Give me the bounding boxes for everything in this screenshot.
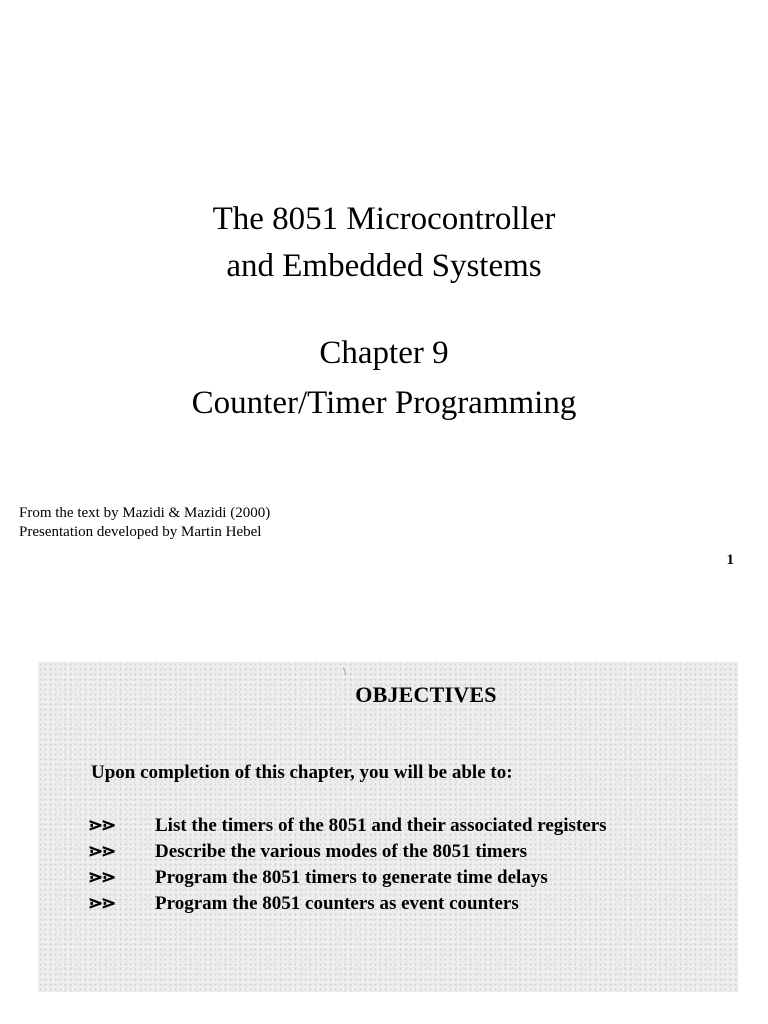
chapter-label: Chapter 9 xyxy=(319,335,449,371)
credit-source: From the text by Mazidi & Mazidi (2000) xyxy=(19,505,271,521)
scan-stray-mark: \ xyxy=(343,664,347,678)
credit-author: Presentation developed by Martin Hebel xyxy=(19,524,262,540)
list-item xyxy=(88,838,607,864)
list-item xyxy=(88,812,607,838)
objectives-heading: OBJECTIVES xyxy=(355,682,497,707)
objective-text: List the timers of the 8051 and their associated registers xyxy=(155,815,607,836)
double-chevron-icon: ⋗⋗ xyxy=(88,893,115,913)
chapter-subtitle: Counter/Timer Programming xyxy=(191,385,577,421)
objective-text: Program the 8051 timers to generate time delays xyxy=(155,867,548,888)
double-chevron-icon: ⋗⋗ xyxy=(88,815,115,835)
list-item xyxy=(88,890,607,916)
list-item xyxy=(88,864,607,890)
objectives-list xyxy=(88,812,607,916)
double-chevron-icon: ⋗⋗ xyxy=(88,867,115,887)
page-number: 1 xyxy=(726,552,734,568)
double-chevron-icon: ⋗⋗ xyxy=(88,841,115,861)
objective-text: Program the 8051 counters as event counters xyxy=(155,893,519,914)
objectives-intro: Upon completion of this chapter, you will be able to: xyxy=(91,762,513,783)
title-line-2: and Embedded Systems xyxy=(226,248,542,284)
title-line-1: The 8051 Microcontroller xyxy=(212,201,556,237)
objective-text: Describe the various modes of the 8051 timers xyxy=(155,841,528,862)
objectives-scan xyxy=(38,662,738,992)
